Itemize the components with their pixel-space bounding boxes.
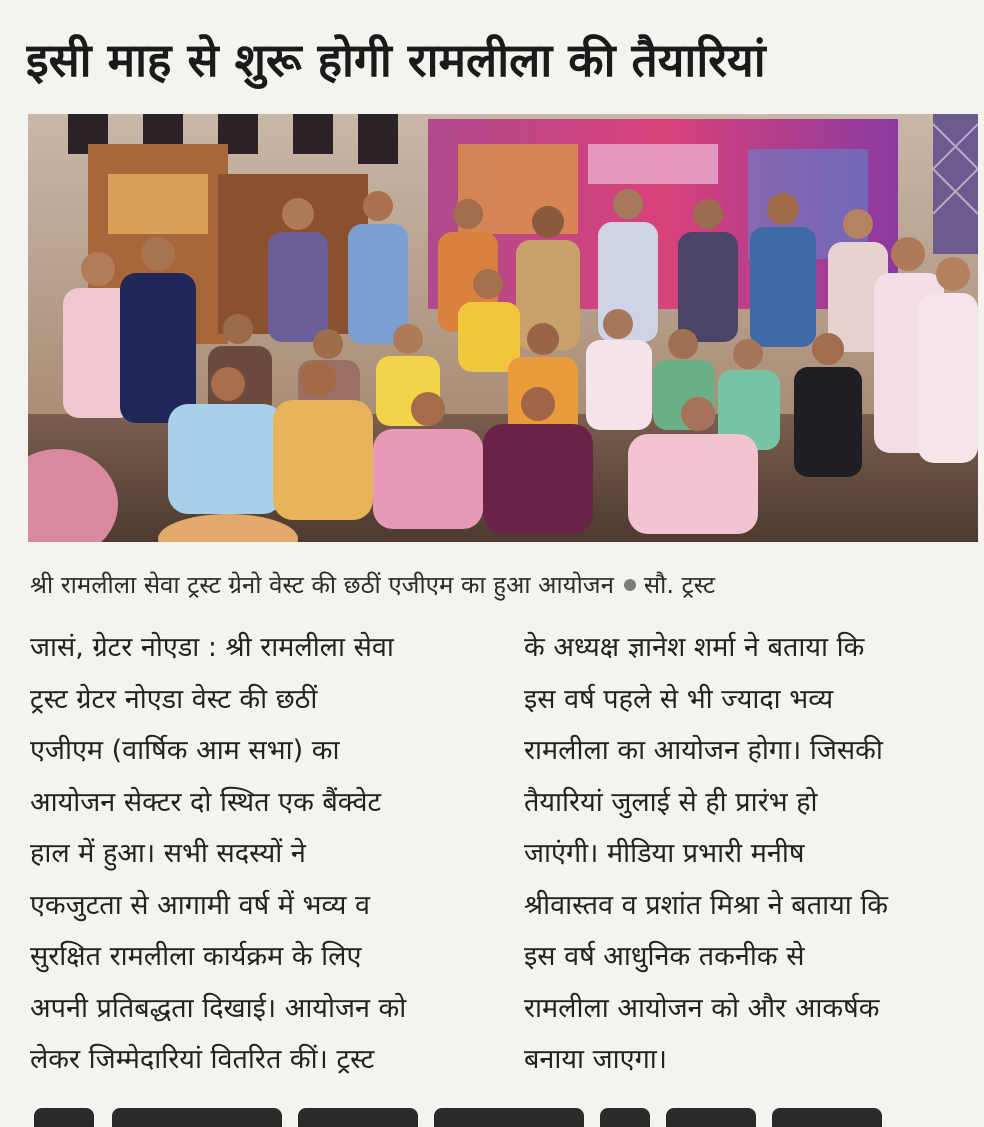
body-line: अपनी प्रतिबद्धता दिखाई। आयोजन को xyxy=(30,992,407,1024)
body-line: हाल में हुआ। सभी सदस्यों ने xyxy=(30,838,306,869)
body-line: जासं, ग्रेटर नोएडा : श्री रामलीला सेवा xyxy=(30,632,394,663)
body-line: आयोजन सेक्टर दो स्थित एक बैंक्वेट xyxy=(30,786,382,818)
body-line: श्रीवास्तव व प्रशांत मिश्रा ने बताया कि xyxy=(524,889,889,921)
group-photo-illustration xyxy=(28,114,978,542)
body-line: रामलीला का आयोजन होगा। जिसकी xyxy=(524,735,883,766)
photo-credit: सौ. ट्रस्ट xyxy=(643,571,716,599)
photo-caption xyxy=(30,563,970,607)
body-line: जाएंगी। मीडिया प्रभारी मनीष xyxy=(524,838,805,869)
bullet-dot-icon xyxy=(624,579,636,591)
body-line: रामलीला आयोजन को और आकर्षक xyxy=(524,992,880,1024)
body-line: इस वर्ष पहले से भी ज्यादा भव्य xyxy=(524,683,834,715)
body-line: के अध्यक्ष ज्ञानेश शर्मा ने बताया कि xyxy=(524,632,865,663)
headline: इसी माह से शुरू होगी रामलीला की तैयारियां xyxy=(26,33,766,87)
body-column-right xyxy=(524,622,974,1086)
body-line: सुरक्षित रामलीला कार्यक्रम के लिए xyxy=(30,941,362,972)
body-line: लेकर जिम्मेदारियां वितरित कीं। ट्रस्ट xyxy=(30,1044,375,1075)
next-article-headline-cutoff xyxy=(26,1096,956,1127)
caption-text: श्री रामलीला सेवा ट्रस्ट ग्रेनो वेस्ट की छठीं एजीएम का हुआ आयोजन xyxy=(30,571,614,599)
body-line: बनाया जाएगा। xyxy=(524,1044,668,1075)
body-line: एजीएम (वार्षिक आम सभा) का xyxy=(30,735,340,766)
body-line: ट्रस्ट ग्रेटर नोएडा वेस्ट की छठीं xyxy=(30,683,318,715)
body-line: तैयारियां जुलाई से ही प्रारंभ हो xyxy=(524,786,818,818)
group-photo xyxy=(28,114,978,542)
body-line: एकजुटता से आगामी वर्ष में भव्य व xyxy=(30,889,371,921)
body-column-left xyxy=(30,622,490,1086)
body-line: इस वर्ष आधुनिक तकनीक से xyxy=(524,941,805,972)
